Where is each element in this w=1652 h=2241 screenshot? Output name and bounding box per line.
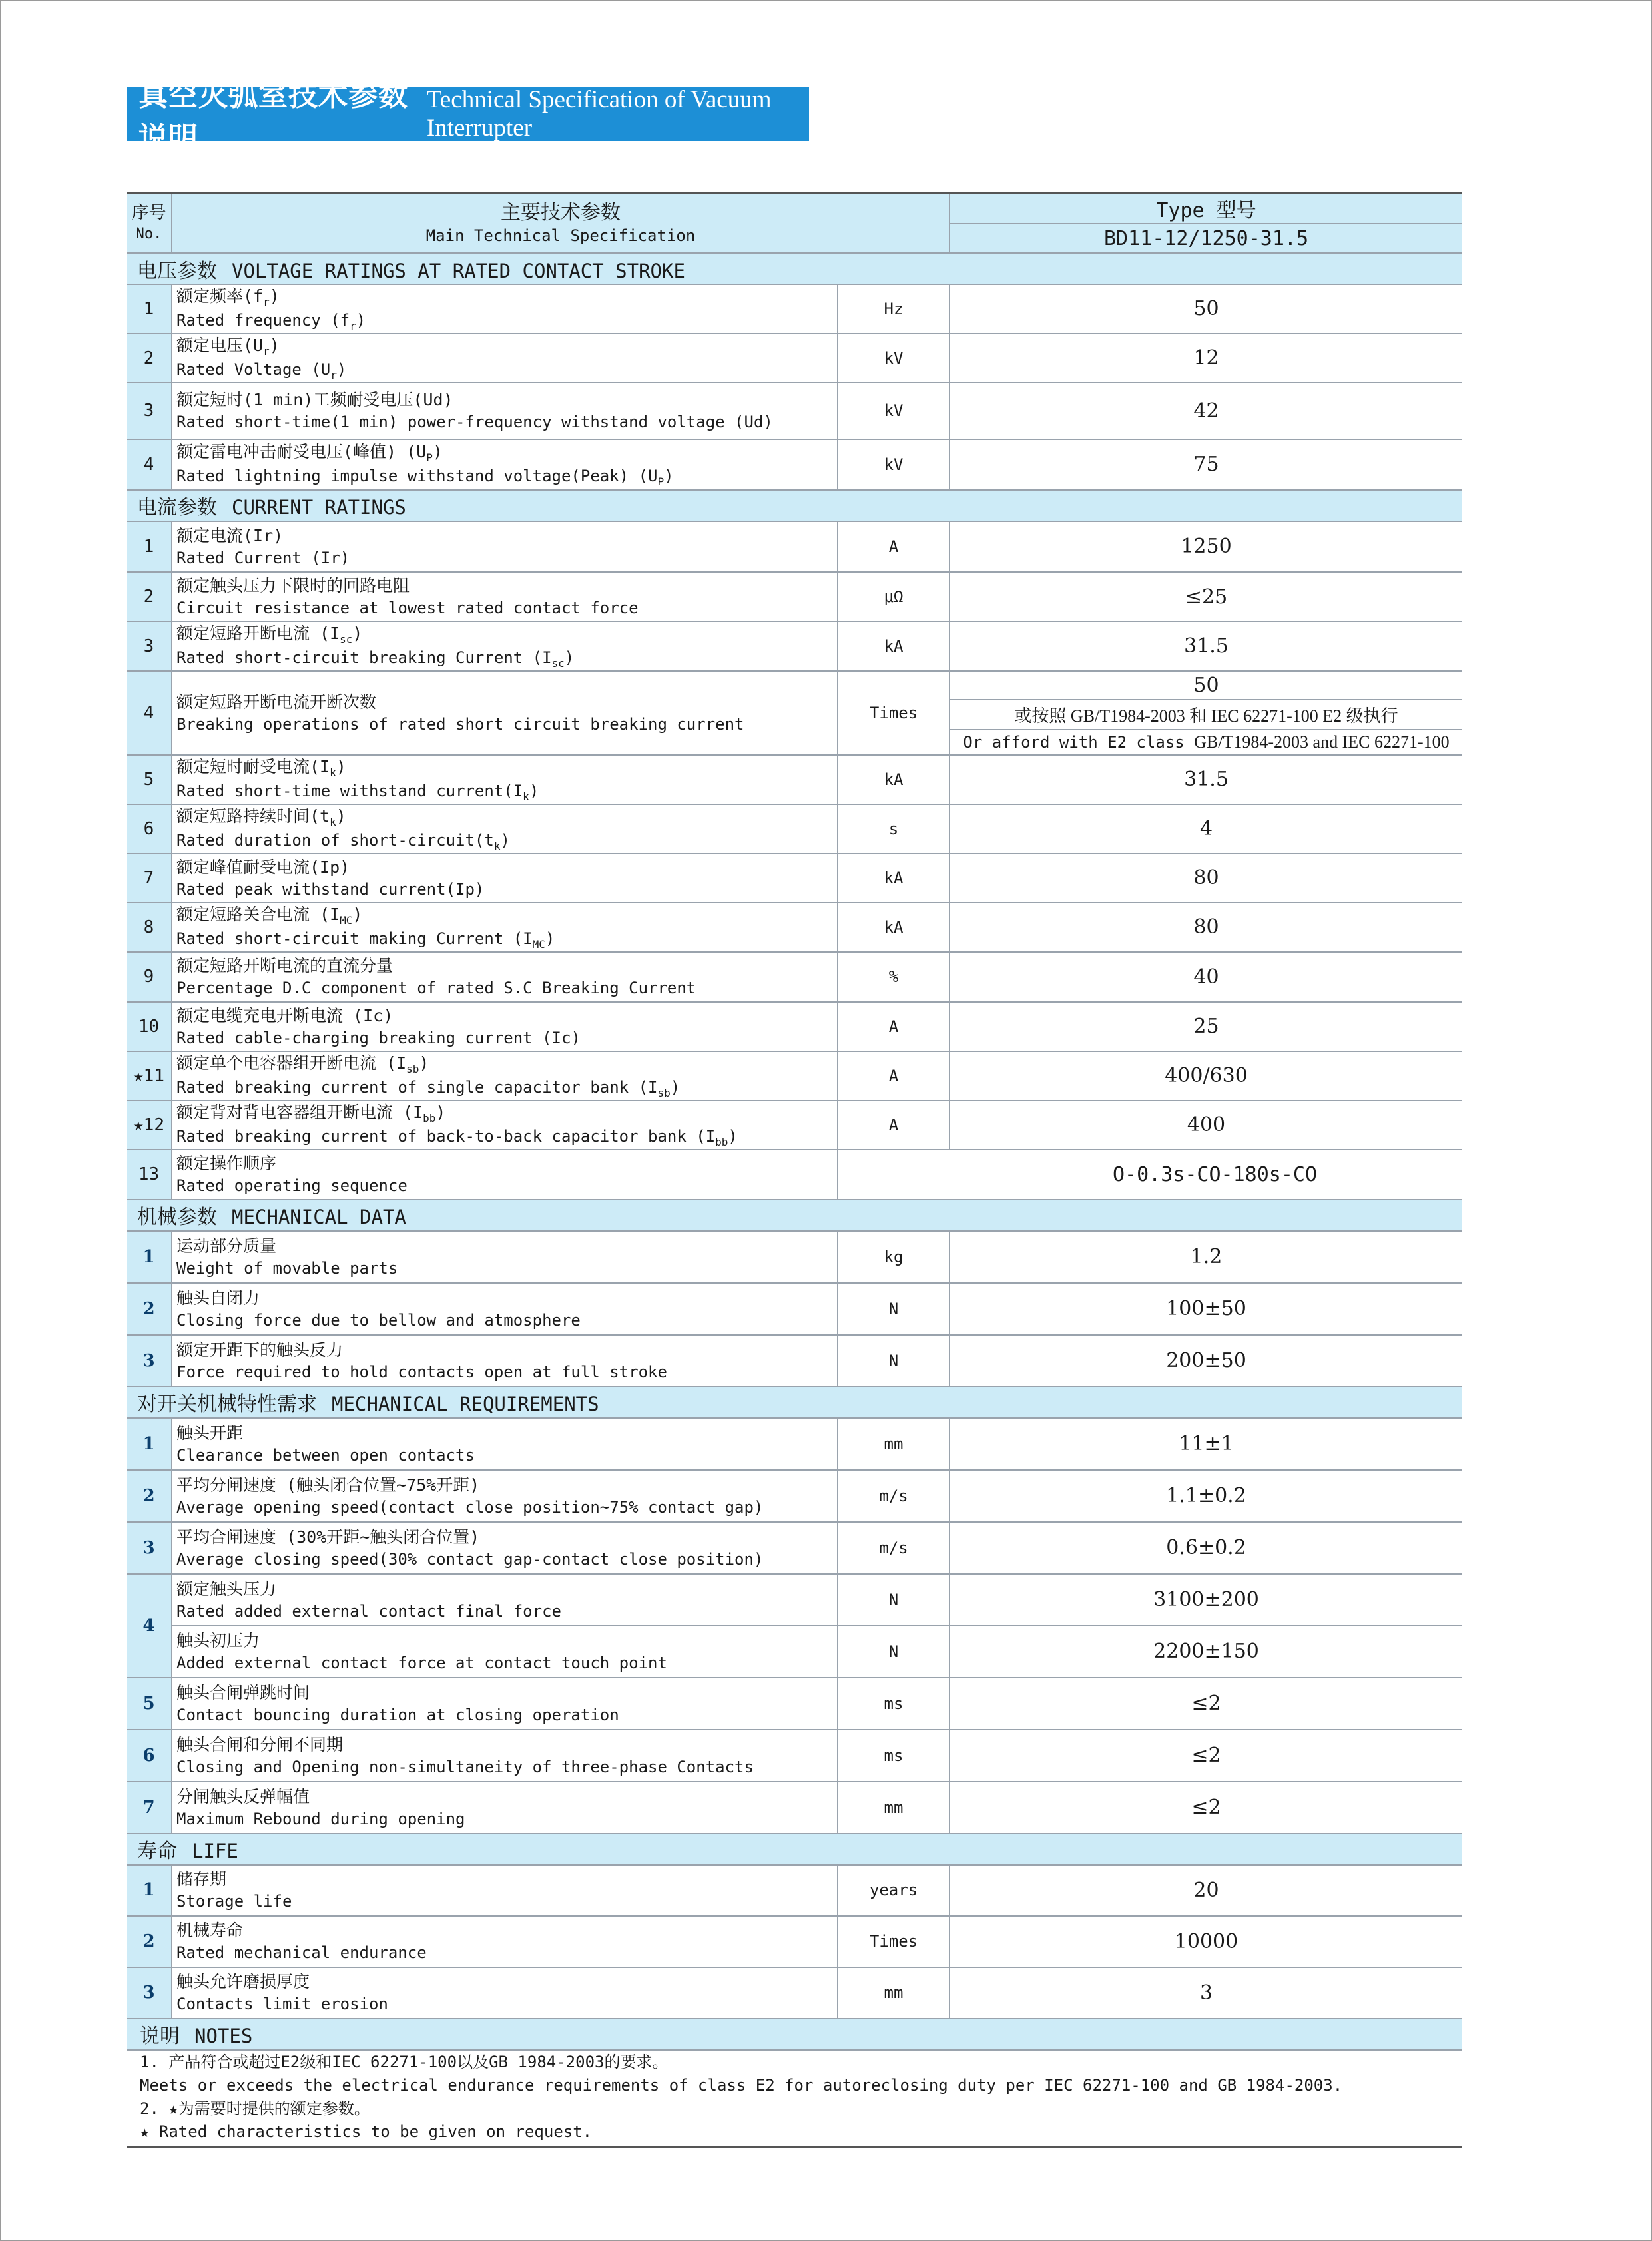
unit-cell: A [838,1101,950,1150]
param-cell [172,1335,838,1387]
param-cell [172,1283,838,1335]
param-cell [172,1730,838,1782]
unit-cell: N [838,1626,950,1678]
param-en: Storage life [176,1892,292,1911]
section-header: 对开关机械特性需求 MECHANICAL REQUIREMENTS [127,1387,1462,1418]
value-cell: ≤2 [950,1678,1462,1730]
unit-cell: A [838,1002,950,1051]
value-cell: 50 或按照 GB/T1984-2003 和 IEC 62271-100 E2 级执行 Or afford with E2 class GB/T1984-2003 and IEC 62271-100 [950,671,1462,755]
table-row [127,804,1462,854]
param-cell [172,1574,838,1626]
row-number: 3 [127,383,172,439]
param-cn: 触头合闸弹跳时间 [176,1682,310,1702]
param-cell [172,1231,838,1283]
param-cell [172,804,838,854]
param-en: Circuit resistance at lowest rated contact force [176,599,639,618]
table-row [127,1916,1462,1967]
unit-cell: kV [838,383,950,439]
param-cell [172,1967,838,2019]
value-cell: O-0.3s-CO-180s-CO [838,1150,1462,1200]
table-row [127,1470,1462,1522]
table-row [127,1150,1462,1200]
section-header: 机械参数 MECHANICAL DATA [127,1200,1462,1231]
param-cn: 额定频率$(f_r)$ [176,286,280,308]
section-header: 说明 NOTES [127,2019,1462,2050]
table-row [127,334,1462,383]
param-cn: 触头开距 [176,1423,244,1443]
table-row [127,439,1462,490]
value-cell: 1.1±0.2 [950,1470,1462,1522]
value-cell: ≤2 [950,1730,1462,1782]
param-cell [172,755,838,804]
value-cell: 1250 [950,521,1462,572]
section-life [127,1834,1462,1865]
param-en: Weight of movable parts [176,1258,398,1278]
table-row [127,1730,1462,1782]
param-en: Maximum Rebound during opening [176,1809,465,1828]
row-number: 3 [127,1967,172,2019]
param-cell [172,1626,838,1678]
row-number: 2 [127,1916,172,1967]
param-cell [172,1051,838,1101]
unit-cell: mm [838,1418,950,1470]
param-cn: 额定短时(1 min)工频耐受电压(Ud) [176,390,453,410]
param-cn: 额定短路开断电流 $(I_{sc})$ [176,623,363,646]
param-en: Rated mechanical endurance [176,1943,427,1963]
param-en: Rated operating sequence [176,1176,408,1196]
table-row [127,1678,1462,1730]
param-cn: 额定短时耐受电流$(I_k)$ [176,756,346,779]
value-cell: 25 [950,1002,1462,1051]
unit-cell: kA [838,755,950,804]
row-number: 2 [127,1283,172,1335]
param-en: Breaking operations of rated short circuit breaking current [176,714,744,734]
row-number: 7 [127,854,172,903]
param-en: Rated added external contact final force [176,1601,561,1620]
value-cell: 2200±150 [950,1626,1462,1678]
value-cell: 400 [950,1101,1462,1150]
param-cell [172,1522,838,1574]
value-cell: 40 [950,952,1462,1002]
page-title-bar [127,79,809,155]
param-cn: 分闸触头反弹幅值 [176,1786,310,1806]
param-cn: 额定触头压力下限时的回路电阻 [176,576,410,596]
param-en: Closing force due to bellow and atmosphere [176,1310,581,1330]
row-number: 13 [127,1150,172,1200]
table-row [127,755,1462,804]
param-cn: 平均合闸速度 (30%开距~触头闭合位置) [176,1527,480,1547]
value-cell: 10000 [950,1916,1462,1967]
value-cell: 4 [950,804,1462,854]
param-cell [172,334,838,383]
param-en: Contact bouncing duration at closing operation [176,1705,619,1724]
param-cell [172,1002,838,1051]
row-number: 3 [127,1335,172,1387]
unit-cell: N [838,1335,950,1387]
param-en: Rated short-time(1 min) power-frequency withstand voltage (Ud) [176,413,773,432]
unit-cell: ms [838,1730,950,1782]
row-number: 4 [127,1574,172,1678]
param-cn: 额定短路开断电流开断次数 [176,692,377,712]
table-row [127,572,1462,622]
row-number: 1 [127,1865,172,1916]
param-cn: 额定雷电冲击耐受电压(峰值) $(U_P)$ [176,441,443,464]
param-en: Rated short-time withstand $current(I_k)$ [176,781,539,803]
value-cell: 80 [950,903,1462,952]
param-cn: 额定电流(Ir) [176,525,284,545]
unit-cell: kV [838,439,950,490]
value-cell: 31.5 [950,622,1462,671]
param-cn: 运动部分质量 [176,1236,277,1256]
unit-cell: kA [838,854,950,903]
notes-block [127,2051,1462,2148]
table-row [127,1418,1462,1470]
param-cell [172,622,838,671]
row-number: ★11 [127,1051,172,1101]
param-cell [172,572,838,622]
param-cn: 额定短路开断电流的直流分量 [176,956,394,976]
param-cell [172,383,838,439]
param-en: Rated Voltage $(U_r)$ [176,360,347,381]
value-cell: 3 [950,1967,1462,2019]
row-number: 2 [127,334,172,383]
value-cell: 400/630 [950,1051,1462,1101]
unit-cell: N [838,1283,950,1335]
note-line-4: ★ Rated characteristics to be given on request. [140,2122,593,2141]
param-cell [172,439,838,490]
param-cn: 额定峰值耐受电流(Ip) [176,857,350,877]
value-cell: 12 [950,334,1462,383]
table-row [127,903,1462,952]
row-number: 1 [127,521,172,572]
param-en: Rated frequency $(f_r)$ [176,310,366,332]
param-cn: 额定操作顺序 [176,1154,277,1174]
value-cell: ≤25 [950,572,1462,622]
row-number: 10 [127,1002,172,1051]
no-header: 序号 No. [127,193,172,254]
param-cn: 机械寿命 [176,1921,244,1941]
param-cell [172,903,838,952]
unit-cell: N [838,1574,950,1626]
param-header: 主要技术参数 Main Technical Specification [172,193,950,254]
unit-cell: s [838,804,950,854]
param-cn: 平均分闸速度 (触头闭合位置~75%开距) [176,1475,480,1495]
param-en: Added external contact force at contact touch point [176,1653,667,1672]
param-cell [172,1470,838,1522]
param-en: Rated lightning impulse withstand voltage(Peak) $(U_P)$ [176,466,674,488]
row-number: ★12 [127,1101,172,1150]
section-header: 电流参数 CURRENT RATINGS [127,490,1462,521]
param-en: Clearance between open contacts [176,1445,475,1465]
param-cn: 触头初压力 [176,1630,260,1650]
section-requirements [127,1387,1462,1418]
table-row [127,1782,1462,1834]
value-cell: ≤2 [950,1782,1462,1834]
value-cell: 0.6±0.2 [950,1522,1462,1574]
param-en: Rated peak withstand current(Ip) [176,879,485,899]
unit-cell: kg [838,1231,950,1283]
value-cell: 75 [950,439,1462,490]
table-row [127,952,1462,1002]
unit-cell: years [838,1865,950,1916]
param-cn: 触头自闭力 [176,1288,260,1308]
table-row [127,854,1462,903]
unit-cell: kA [838,903,950,952]
table-row [127,1574,1462,1626]
param-cell [172,671,838,755]
row-number: 2 [127,1470,172,1522]
row-number: 3 [127,622,172,671]
param-cell [172,1865,838,1916]
table-row [127,1626,1462,1678]
param-cell [172,1916,838,1967]
table-head-row [127,193,1462,224]
value-cell: 200±50 [950,1335,1462,1387]
unit-cell: % [838,952,950,1002]
param-en: Average opening speed(contact close position~75% contact gap) [176,1497,764,1517]
param-cell [172,1678,838,1730]
unit-cell: μΩ [838,572,950,622]
table-row [127,671,1462,755]
table-row [127,1283,1462,1335]
spec-table [127,192,1462,2051]
param-en: Average closing speed(30% contact gap-contact close position) [176,1549,764,1569]
section-current [127,490,1462,521]
page-title-cn: 真空灭弧室技术参数说明 [138,79,408,155]
row-number: 1 [127,1418,172,1470]
unit-cell: ms [838,1678,950,1730]
param-cn: 额定电压$(U_r)$ [176,335,280,358]
section-mechanical [127,1200,1462,1231]
row-number: 6 [127,804,172,854]
table-row [127,284,1462,334]
table-row [127,1522,1462,1574]
param-cell [172,1782,838,1834]
param-cn: 额定短路关合电流 $(I_{MC})$ [176,904,363,927]
param-cell [172,952,838,1002]
unit-cell: mm [838,1967,950,2019]
row-number: 5 [127,1678,172,1730]
row-number: 1 [127,1231,172,1283]
unit-cell: kA [838,622,950,671]
row-number: 7 [127,1782,172,1834]
table-row [127,1002,1462,1051]
param-cn: 触头允许磨损厚度 [176,1972,310,1992]
row-number: 5 [127,755,172,804]
param-en: Rated short-circuit breaking Current $(I_{sc})$ [176,648,575,670]
row-number: 4 [127,671,172,755]
table-row [127,1231,1462,1283]
value-cell: 80 [950,854,1462,903]
param-cell [172,521,838,572]
param-cn: 额定单个电容器组开断电流 $(I_{sb})$ [176,1053,429,1075]
table-row [127,622,1462,671]
type-label: Type 型号 [950,193,1462,224]
note-line-1: 1. 产品符合或超过E2级和IEC 62271-100以及GB 1984-2003的要求。 [140,2053,669,2071]
row-number: 9 [127,952,172,1002]
unit-cell: m/s [838,1522,950,1574]
unit-cell: Times [838,1916,950,1967]
param-en: Rated cable-charging breaking current (Ic) [176,1028,581,1047]
param-cn: 触头合闸和分闸不同期 [176,1734,344,1754]
unit-cell: Times [838,671,950,755]
table-row [127,383,1462,439]
unit-cell: kV [838,334,950,383]
unit-cell: Hz [838,284,950,334]
table-row [127,1101,1462,1150]
unit-cell: A [838,521,950,572]
table-row [127,1967,1462,2019]
param-cn: 额定触头压力 [176,1579,277,1599]
value-cell: 3100±200 [950,1574,1462,1626]
value-cell: 50 [950,284,1462,334]
row-number: 3 [127,1522,172,1574]
section-header: 寿命 LIFE [127,1834,1462,1865]
value-cell: 100±50 [950,1283,1462,1335]
table-row [127,1051,1462,1101]
param-en: Rated breaking current of single capacitor bank $(I_{sb})$ [176,1077,681,1099]
row-number: 1 [127,284,172,334]
param-cn: 额定背对背电容器组开断电流 $(I_{bb})$ [176,1102,446,1124]
param-cell [172,1150,838,1200]
value-cell: 31.5 [950,755,1462,804]
row-number: 6 [127,1730,172,1782]
section-header: 电压参数 VOLTAGE RATINGS AT RATED CONTACT STROKE [127,253,1462,284]
param-en: Percentage D.C component of rated S.C Breaking Current [176,979,696,998]
unit-cell: mm [838,1782,950,1834]
note-line-3: 2. ★为需要时提供的额定参数。 [140,2099,370,2118]
section-notes [127,2019,1462,2050]
param-cn: 额定电缆充电开断电流 (Ic) [176,1005,394,1025]
type-value: BD11-12/1250-31.5 [950,224,1462,253]
unit-cell: m/s [838,1470,950,1522]
value-cell: 42 [950,383,1462,439]
param-cell [172,1101,838,1150]
row-number: 2 [127,572,172,622]
param-en: Rated breaking current of back-to-back capacitor bank $(I_{bb})$ [176,1126,738,1148]
param-cell [172,854,838,903]
row-number: 8 [127,903,172,952]
param-cell [172,1418,838,1470]
param-en: Closing and Opening non-simultaneity of three-phase Contacts [176,1757,754,1776]
table-row [127,1865,1462,1916]
value-cell: 1.2 [950,1231,1462,1283]
param-en: Rated duration of short-$circuit(t_k)$ [176,830,510,852]
value-cell: 11±1 [950,1418,1462,1470]
section-voltage [127,253,1462,284]
param-en: Force required to hold contacts open at full stroke [176,1362,667,1381]
param-cn: 额定短路持续时间$(t_k)$ [176,806,346,828]
note-line-2: Meets or exceeds the electrical endurance requirements of class E2 for autoreclosing duty per IEC 62271-100 and GB 1984-2003. [140,2076,1343,2095]
value-cell: 20 [950,1865,1462,1916]
param-cn: 储存期 [176,1869,227,1889]
table-row [127,1335,1462,1387]
table-row [127,521,1462,572]
row-number: 4 [127,439,172,490]
param-cn: 额定开距下的触头反力 [176,1340,344,1360]
param-cell [172,284,838,334]
param-en: Rated short-circuit making Current $(I_{MC})$ [176,929,555,951]
param-en: Rated Current (Ir) [176,548,350,567]
unit-cell: A [838,1051,950,1101]
page-title-en: Technical Specification of Vacuum Interrupter [426,86,772,142]
param-en: Contacts limit erosion [176,1995,388,2014]
